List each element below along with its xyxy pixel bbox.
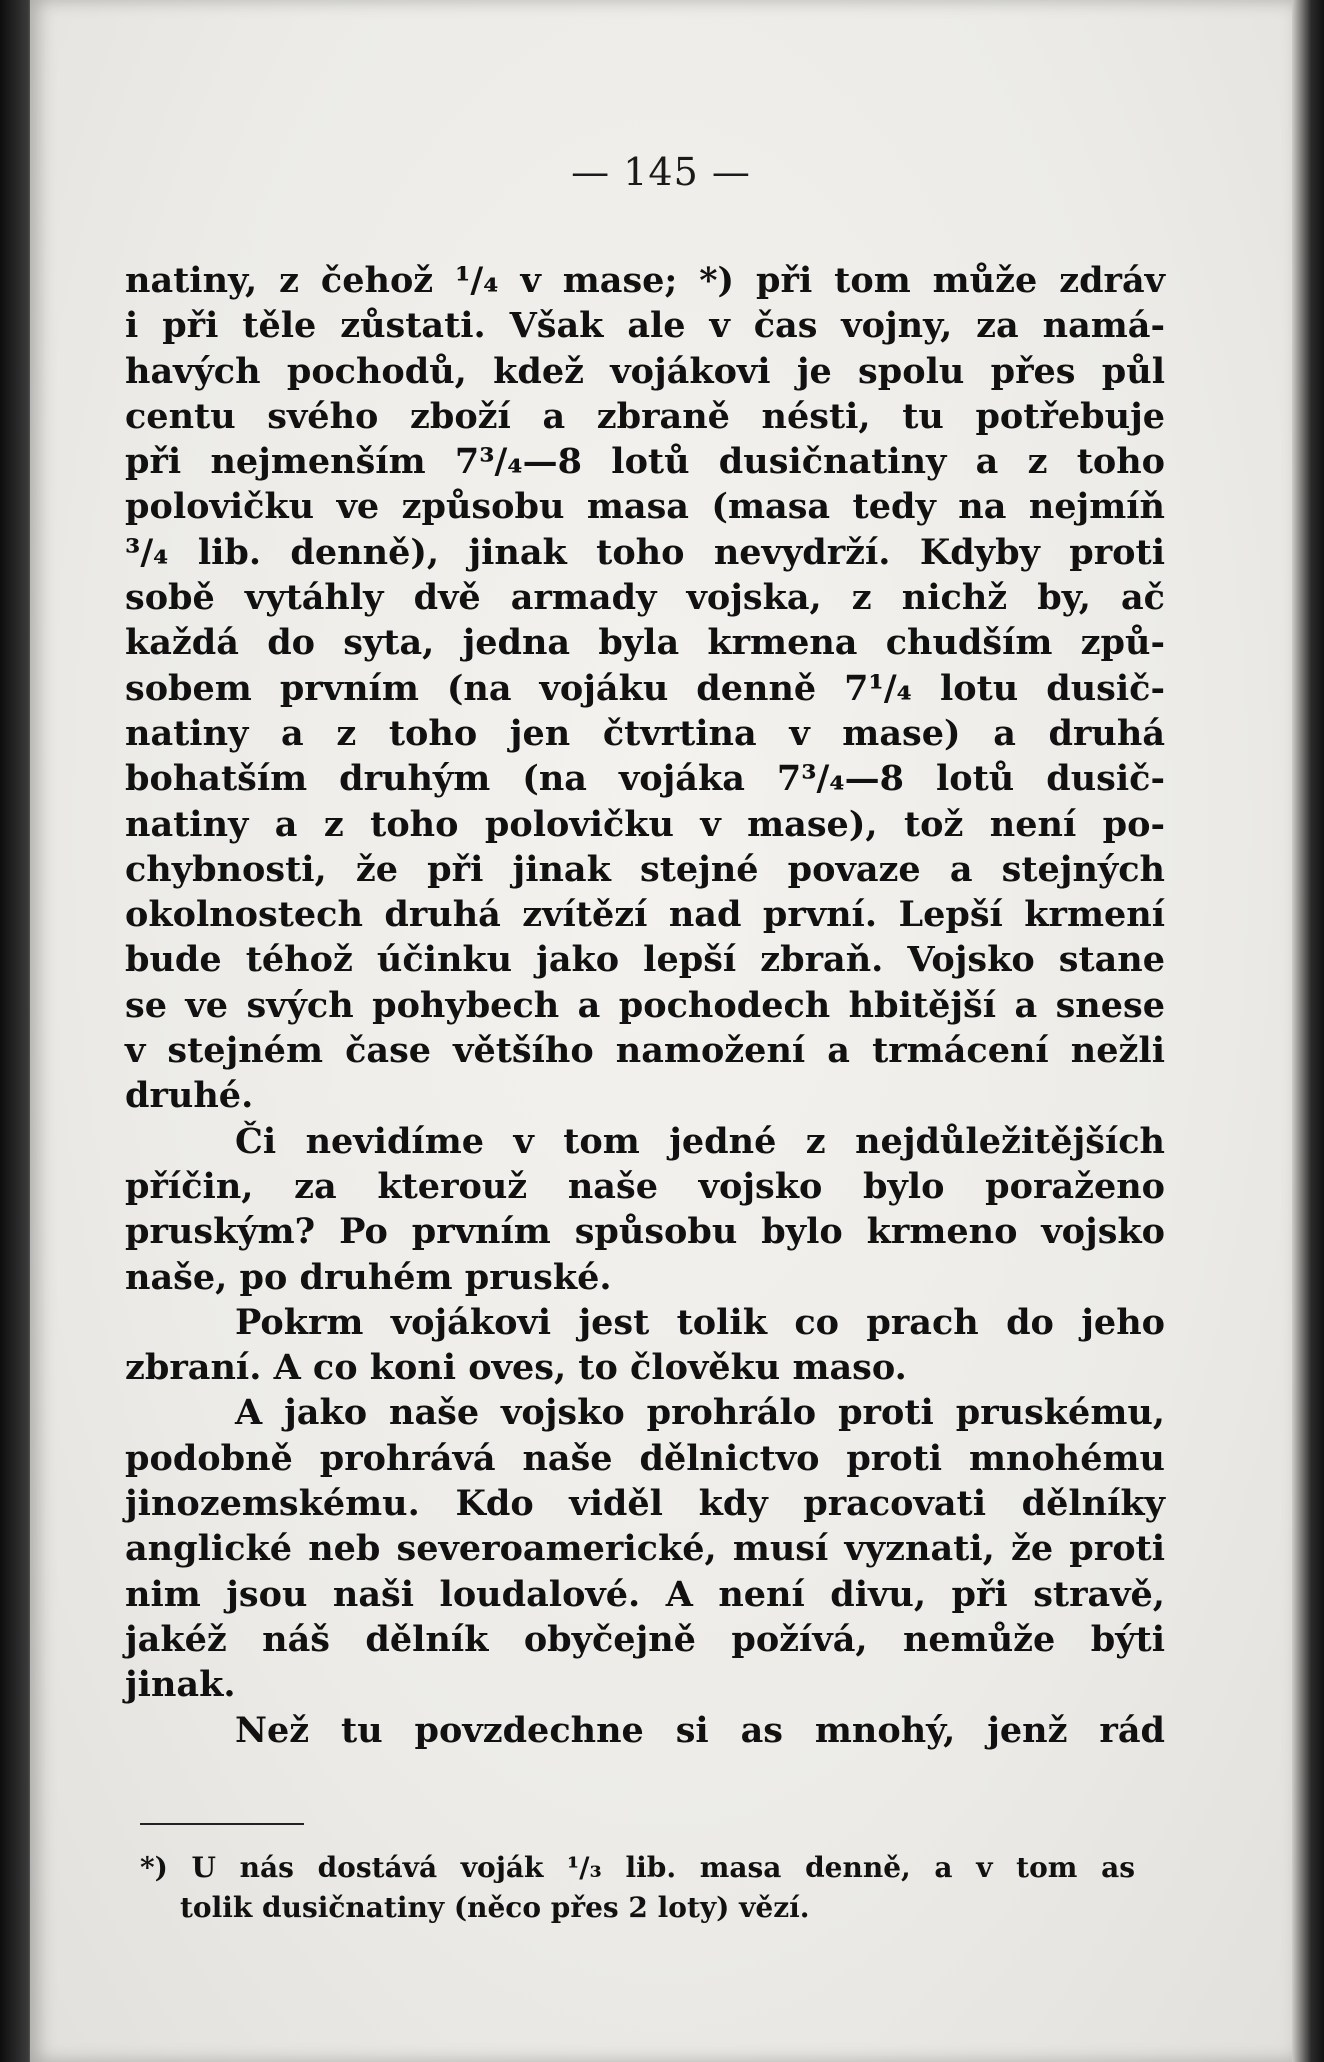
page-number: — 145 — (571, 150, 751, 194)
body-text (125, 258, 1165, 1753)
text-line: chybnosti, že při jinak stejné povaze a stejných (125, 848, 1165, 890)
text-line: Či nevidíme v tom jedné z nejdůležitějších (235, 1120, 1165, 1162)
text-line: polovičku ve způsobu masa (masa tedy na nejmíň (125, 486, 1165, 528)
text-line: každá do syta, jedna byla krmena chudším způ- (125, 622, 1165, 664)
text-line: bude téhož účinku jako lepší zbraň. Vojsko stane (125, 939, 1165, 981)
text-line: sobě vytáhly dvě armady vojska, z nichž by, ač (125, 577, 1165, 619)
footnote-divider (140, 1823, 304, 1825)
text-line: i při těle zůstati. Však ale v čas vojny, za namá- (125, 305, 1165, 347)
text-line: natiny a z toho jen čtvrtina v mase) a druhá (125, 712, 1165, 754)
text-line: Pokrm vojákovi jest tolik co prach do jeho (235, 1301, 1165, 1343)
text-line: ³/₄ lib. denně), jinak toho nevydrží. Kdyby proti (125, 531, 1165, 573)
text-line: pruským? Po prvním spůsobu bylo krmeno vojsko (125, 1211, 1165, 1253)
text-line: jinozemskému. Kdo viděl kdy pracovati dělníky (125, 1483, 1165, 1525)
footnote (140, 1848, 1135, 1928)
text-line: naše, po druhém pruské. (125, 1256, 612, 1298)
book-page (30, 0, 1292, 2062)
text-line: příčin, za kterouž naše vojsko bylo poraženo (125, 1165, 1165, 1207)
text-line: jakéž náš dělník obyčejně požívá, nemůže býti (125, 1618, 1165, 1660)
footnote-line: tolik dusičnatiny (něco přes 2 loty) vězí. (180, 1891, 810, 1924)
text-line: jinak. (125, 1664, 236, 1706)
text-line: okolnostech druhá zvítězí nad první. Lepší krmení (125, 894, 1165, 936)
text-line: v stejném čase většího namožení a trmácení nežli (125, 1030, 1165, 1072)
text-line: zbraní. A co koni oves, to člověku maso. (125, 1347, 907, 1389)
text-line: bohatším druhým (na vojáka 7³/₄—8 lotů dusič- (125, 758, 1165, 800)
text-line: se ve svých pohybech a pochodech hbitější a snese (125, 984, 1165, 1026)
text-line: natiny, z čehož ¹/₄ v mase; *) při tom může zdráv (125, 260, 1165, 301)
text-line: nim jsou naši loudalové. A není divu, při stravě, (125, 1573, 1165, 1615)
footnote-line: *) U nás dostává voják ¹/₃ lib. masa denně, a v tom as (140, 1851, 1135, 1884)
text-line: centu svého zboží a zbraně nésti, tu potřebuje (125, 395, 1165, 437)
text-line: anglické neb severoamerické, musí vyznati, že proti (125, 1528, 1165, 1570)
text-line: natiny a z toho polovičku v mase), tož není po- (125, 803, 1165, 845)
text-line: Než tu povzdechne si as mnohý, jenž rád (235, 1709, 1165, 1751)
book-edge-right (1292, 0, 1324, 2062)
text-line: při nejmenším 7³/₄—8 lotů dusičnatiny a z toho (125, 441, 1165, 483)
text-line: havých pochodů, kdež vojákovi je spolu přes půl (125, 350, 1165, 392)
text-line: druhé. (125, 1075, 254, 1117)
text-line: sobem prvním (na vojáku denně 7¹/₄ lotu dusič- (125, 667, 1165, 709)
text-line: podobně prohrává naše dělnictvo proti mnohému (125, 1437, 1165, 1479)
text-line: A jako naše vojsko prohrálo proti pruskému, (235, 1392, 1165, 1434)
